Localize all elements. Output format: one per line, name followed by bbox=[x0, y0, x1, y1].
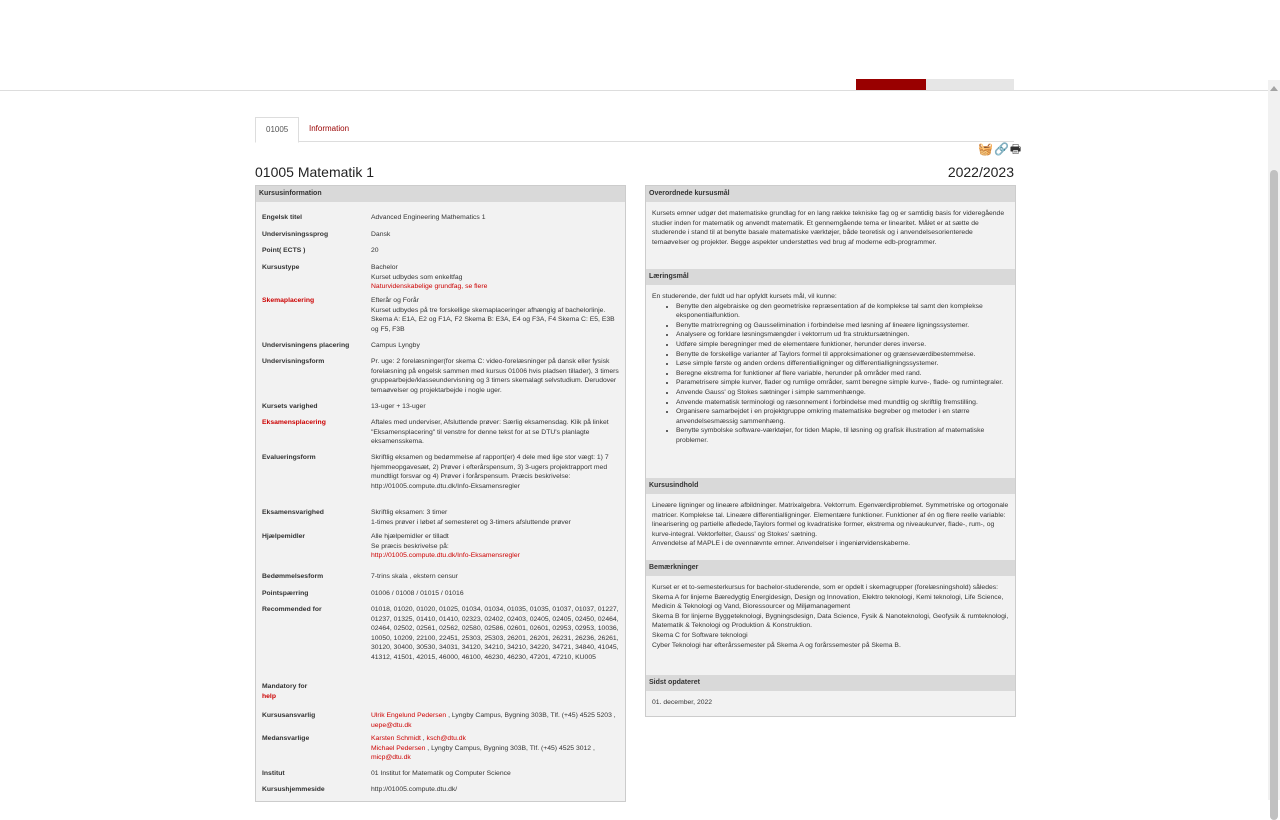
value: 20 bbox=[371, 247, 379, 254]
remark-line: Skema C for Software teknologi bbox=[652, 631, 748, 639]
section-header: Bemærkninger bbox=[646, 560, 1015, 576]
label: Evalueringsform bbox=[262, 454, 316, 461]
section-text: 01. december, 2022 bbox=[652, 699, 713, 706]
label: Engelsk titel bbox=[262, 214, 303, 221]
value: 13-uger + 13-uger bbox=[371, 403, 426, 410]
exam-placement-link[interactable]: Eksamensplacering bbox=[262, 419, 326, 426]
list-item: • Udføre simple beregninger med de elementære funktioner, herunder deres inverse. bbox=[676, 340, 1010, 350]
list-item: • Analysere og forklare løsningsmængder i vektorrum ud fra struktursætningen. bbox=[676, 330, 1010, 340]
co-responsible-email-2[interactable]: micp@dtu.dk bbox=[371, 754, 411, 762]
course-info-header: Kursusinformation bbox=[256, 186, 625, 202]
course-description-panel bbox=[645, 185, 1016, 717]
label bbox=[262, 682, 370, 701]
value bbox=[371, 296, 623, 334]
list-item: • Parametrisere simple kurver, flader og rumlige områder, samt beregne simple kurve-, flade- og rumintegraler. bbox=[676, 378, 1010, 388]
separator: , bbox=[420, 735, 427, 742]
page-title: 01005 Matematik 1 bbox=[255, 164, 375, 180]
value: Advanced Engineering Mathematics 1 bbox=[371, 214, 486, 221]
content-text-2: Anvendelse af MAPLE i de ovennævnte emner. Anvendelser i ingeniørvidenskaberne. bbox=[652, 540, 911, 548]
section-body bbox=[646, 576, 1015, 650]
nav-grey-button[interactable] bbox=[926, 79, 1014, 90]
label: Bedømmelsesform bbox=[262, 573, 324, 580]
tab-information[interactable]: Information bbox=[309, 124, 350, 133]
point-block-links[interactable]: 01006 / 01008 / 01015 / 01016 bbox=[371, 590, 464, 597]
value: 7-trins skala , ekstern censur bbox=[371, 573, 458, 580]
responsible-email-link[interactable]: uepe@dtu.dk bbox=[371, 721, 412, 729]
responsible-detail: , Lyngby Campus, Bygning 303B, Tlf. (+45) 4525 5203 , bbox=[446, 712, 616, 719]
label: Kursets varighed bbox=[262, 403, 318, 410]
value: Dansk bbox=[371, 231, 391, 238]
label: Kursushjemmeside bbox=[262, 786, 325, 793]
course-tabs bbox=[255, 117, 1014, 142]
label: Undervisningens placering bbox=[262, 342, 350, 349]
basket-icon[interactable]: 🧺 bbox=[978, 142, 994, 156]
page-scrollbar[interactable] bbox=[1268, 80, 1280, 800]
list-item: • Anvende Gauss' og Stokes sætninger i simple sammenhænge. bbox=[676, 388, 1010, 398]
section-header: Kursusindhold bbox=[646, 478, 1015, 494]
section-overall-goals bbox=[646, 186, 1015, 247]
course-info-panel bbox=[255, 185, 626, 802]
value: Pr. uge: 2 forelæsninger(for skema C: video-forelæsninger på dansk eller fysisk forelæsning på engelsk sammen med kursus 01006 hvis pladsen tillader), 3 timers gruppearbejde/klasseundervisning og 3 timers skemalagt selvstudium. Derudover temaøvelser og projektarbejde i nogle uger. bbox=[371, 358, 619, 394]
schedule-link[interactable]: Skemaplacering bbox=[262, 297, 315, 304]
label: Undervisningsform bbox=[262, 358, 325, 365]
label: Hjælpemidler bbox=[262, 533, 306, 540]
list-item: • Benytte den algebraiske og den geometriske repræsentation af de komplekse tal samt den komplekse eksponentialfunktion. bbox=[676, 302, 1010, 321]
label: Undervisningssprog bbox=[262, 231, 329, 238]
section-body bbox=[646, 494, 1015, 549]
section-header: Læringsmål bbox=[646, 269, 1015, 285]
list-item: • Beregne ekstrema for funktioner af flere variable, herunder på områder med rand. bbox=[676, 369, 1010, 379]
schedule-detail: Kurset udbydes på tre forskellige skemaplaceringer afhængig af bachelorlinje. Skema A: E1A, E2 og F1A, F2 Skema B: E3A, E4 og F3A, F4 Skema C: E5, E3B og F5, F3B bbox=[371, 306, 615, 333]
label: Institut bbox=[262, 770, 285, 777]
list-item: • Benytte matrixregning og Gausselimination i forbindelse med løsning af lineære ligningssystemer. bbox=[676, 321, 1010, 331]
type-link[interactable]: Naturvidenskabelige grundfag, se flere bbox=[371, 283, 488, 291]
label: Medansvarlige bbox=[262, 735, 310, 742]
value bbox=[371, 508, 623, 527]
label: Eksamensvarighed bbox=[262, 509, 324, 516]
label: Point( ECTS ) bbox=[262, 247, 306, 254]
type-single: Kurset udbydes som enkeltfag bbox=[371, 273, 463, 281]
homepage-link[interactable]: http://01005.compute.dtu.dk/ bbox=[371, 786, 458, 793]
value: Campus Lyngby bbox=[371, 342, 420, 349]
value: Skriftlig eksamen og bedømmelse af rapport(er) 4 dele med lige stor vægt: 1) 7 hjemmeopgavesæt, 2) Prøver i efterårspensum, 3) 3-ugers projektrapport med mundtligt forsvar og 4) Prøver i forårspensum. Præcis beskrivelse: http://01005.compute.dtu.dk/Info-Eksamensregler bbox=[371, 454, 609, 490]
objectives-list bbox=[652, 302, 1010, 446]
co-responsible-email-1[interactable]: ksch@dtu.dk bbox=[426, 735, 466, 742]
value bbox=[371, 532, 623, 561]
section-header: Overordnede kursusmål bbox=[646, 186, 1015, 202]
scroll-thumb[interactable] bbox=[1270, 170, 1278, 820]
type-level: Bachelor bbox=[371, 264, 398, 271]
co-responsible-name-1[interactable]: Karsten Schmidt bbox=[371, 735, 421, 742]
value: Aftales med underviser, Afsluttende prøver: Særlig eksamensdag. Klik på linket "Eksamensplacering" til venstre for denne tekst for at se DTU's planlagte eksamensskema. bbox=[371, 419, 609, 446]
nav-red-button[interactable] bbox=[856, 79, 926, 90]
section-remarks bbox=[646, 560, 1015, 650]
mandatory-label: Mandatory for bbox=[262, 683, 308, 690]
section-body bbox=[646, 285, 1015, 446]
remark-line: Cyber Teknologi har efterårssemester på Skema A og forårssemester på Skema B. bbox=[652, 641, 901, 649]
link-icon[interactable]: 🔗 bbox=[993, 142, 1010, 156]
tab-course-number[interactable]: 01005 bbox=[255, 117, 299, 143]
aids-see: Se præcis beskrivelse på: bbox=[371, 542, 449, 550]
scroll-up-icon[interactable] bbox=[1270, 86, 1278, 91]
value bbox=[371, 263, 623, 292]
list-item: • Anvende matematisk terminologi og ræsonnement i forbindelse med mundtlig og skriftlig fremstilling. bbox=[676, 398, 1010, 408]
objectives-intro: En studerende, der fuldt ud har opfyldt kursets mål, vil kunne: bbox=[652, 293, 837, 300]
print-icon[interactable]: 🖶 bbox=[1009, 142, 1023, 156]
list-item: • Benytte de forskellige varianter af Taylors formel til approksimationer og grænseværdibestemmelse. bbox=[676, 350, 1010, 360]
aids-allowed: Alle hjælpemidler er tilladt bbox=[371, 533, 449, 540]
responsible-name-link[interactable]: Ulrik Engelund Pedersen bbox=[371, 712, 447, 719]
list-item: • Benytte symbolske software-værktøjer, for tiden Maple, til løsning og grafisk illustration af matematiske problemer. bbox=[676, 426, 1010, 445]
remark-line: Kurset er et to-semesterkursus for bachelor-studerende, som er opdelt i skemagrupper (forelæsningshold) således: bbox=[652, 584, 999, 591]
top-navigation-bar bbox=[0, 0, 1280, 91]
value: 01018, 01020, 01020, 01025, 01034, 01034, 01035, 01035, 01037, 01037, 01227, 01237, 01325, 01410, 01410, 02323, 02402, 02403, 02405, 02405, 02450, 02464, 02464, 02502, 02561, 02562, 02580, 02586, 02601, 02601, 02953, 02953, 10036, 10050, 10209, 22100, 22451, 25303, 25303, 26201, 26201, 26231, 26236, 26261, 30120, 30400, 30530, 34031, 34120, 34210, 34210, 34220, 34721, 34840, 41045, 41312, 41501, 42015, 46000, 46100, 46230, 46230, 47201, 47210, KU005 bbox=[371, 606, 619, 661]
value: 01 Institut for Matematik og Computer Science bbox=[371, 770, 511, 777]
exam-duration-tests: 1-times prøver i løbet af semesteret og 3-timers afsluttende prøver bbox=[371, 518, 571, 526]
section-last-updated bbox=[646, 675, 1015, 708]
co-responsible-name-2[interactable]: Michael Pedersen bbox=[371, 744, 426, 752]
label: Pointspærring bbox=[262, 590, 309, 597]
section-text: Kursets emner udgør det matematiske grundlag for en lang række tekniske fag og er samtidig basis for videregående studier inden for matematik og anvendt matematik. Et gennemgående tema er linearitet. Målet er at sætte de studerende i stand til at benytte basale matematiske værktøjer, både teoretisk og i anvendelsesorienterede temaøvelser og projekter. Begge aspekter understøttes ved brug af moderne edb-programmer. bbox=[652, 210, 1005, 246]
remark-line: Skema A for linjerne Bæredygtig Energidesign, Design og Innovation, Elektro teknologi, Kemi teknologi, Life Science, Medicin & Teknologi og Vand, Bioressourcer og Miljømanagement bbox=[652, 593, 1004, 611]
label: Kursusansvarlig bbox=[262, 712, 316, 719]
content-text: Lineære ligninger og lineære afbildninger. Matrixalgebra. Vektorrum. Egenværdiproblemet. Symmetriske og ortogonale matricer. Komplekse tal. Lineære differentialligninger. Elementære funktioner. Funktioner af én og flere reelle variable: linearisering og partielle afledede,Taylors formel og kvadratiske former, ekstrema og niveaukurver, flade-, rum-, og kurve-integral. Vektorfelter, Gauss' og Stokes' sætning. bbox=[652, 502, 1009, 538]
remark-line: Skema B for linjerne Byggeteknologi, Bygningsdesign, Data Science, Fysik & Nanoteknologi, Geofysik & rumteknologi, Matematik & Teknologi og Produktion & Konstruktion. bbox=[652, 612, 1009, 630]
co-responsible-detail-2: , Lyngby Campus, Bygning 303B, Tlf. (+45) 4525 3012 , bbox=[425, 744, 595, 752]
exam-duration-written: Skriftlig eksamen: 3 timer bbox=[371, 509, 448, 516]
label: Recommended for bbox=[262, 606, 322, 613]
action-icons bbox=[978, 140, 1022, 161]
schedule-season: Efterår og Forår bbox=[371, 297, 419, 304]
list-item: • Løse simple første og anden ordens differentialligninger og differentialligningssystemer. bbox=[676, 359, 1010, 369]
section-header: Sidst opdateret bbox=[646, 675, 1015, 691]
course-year: 2022/2023 bbox=[947, 164, 1014, 180]
value bbox=[371, 734, 623, 763]
label: Kursustype bbox=[262, 264, 300, 271]
help-link[interactable]: help bbox=[262, 692, 276, 700]
section-course-content bbox=[646, 478, 1015, 549]
value bbox=[371, 711, 623, 730]
aids-link[interactable]: http://01005.compute.dtu.dk/Info-Eksamensregler bbox=[371, 552, 520, 560]
list-item: • Organisere samarbejdet i en projektgruppe omkring matematiske begreber og metoder i en større anvendelsesmæssig sammenhæng. bbox=[676, 407, 1010, 426]
section-learning-objectives bbox=[646, 269, 1015, 446]
